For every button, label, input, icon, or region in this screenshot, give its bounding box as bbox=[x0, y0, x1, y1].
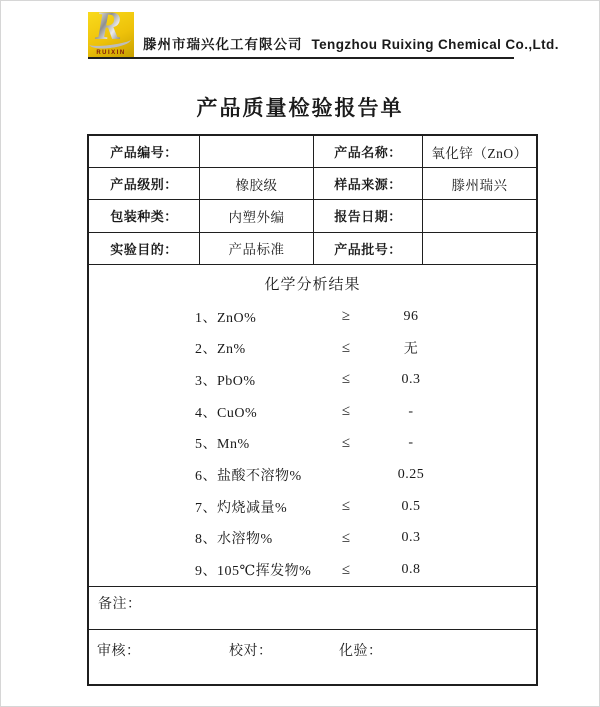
value-batch-number bbox=[423, 233, 536, 265]
remarks-label: 备注： bbox=[98, 596, 142, 612]
analysis-row bbox=[89, 396, 536, 428]
analysis-item-value: 0.25 bbox=[397, 467, 425, 483]
analysis-item-value: - bbox=[408, 403, 414, 419]
analysis-item-name: 9、105℃挥发物% bbox=[195, 564, 312, 580]
analysis-item-name: 6、盐酸不溶物% bbox=[195, 469, 302, 485]
label-product-name: 产品名称： bbox=[314, 136, 423, 168]
analysis-item-name: 8、水溶物% bbox=[195, 532, 273, 548]
analysis-item-value: 0.3 bbox=[401, 530, 421, 546]
analysis-item-name: 4、CuO% bbox=[195, 405, 258, 421]
value-product-code bbox=[200, 136, 314, 168]
analysis-item-symbol: ≤ bbox=[341, 434, 351, 451]
label-batch-number: 产品批号： bbox=[314, 233, 423, 265]
page-title: 产品质量检验报告单 bbox=[196, 97, 404, 120]
label-test-purpose: 实验目的： bbox=[89, 233, 200, 265]
analysis-item-value: 96 bbox=[403, 308, 419, 324]
analysis-row bbox=[89, 491, 536, 523]
value-package-type: 内塑外编 bbox=[200, 200, 314, 232]
value-product-name: 氧化锌（ZnO） bbox=[423, 136, 536, 168]
label-package-type: 包装种类： bbox=[89, 200, 200, 232]
analysis-row bbox=[89, 364, 536, 396]
analysis-item-symbol: ≥ bbox=[341, 308, 351, 325]
analysis-items bbox=[89, 301, 536, 586]
chemical-analysis-section bbox=[89, 265, 536, 587]
company-header bbox=[88, 12, 559, 59]
value-test-purpose: 产品标准 bbox=[200, 233, 314, 265]
logo-brand-text: RUIXIN bbox=[96, 50, 126, 56]
analysis-item-symbol: ≤ bbox=[341, 529, 351, 546]
analysis-item-name: 5、Mn% bbox=[195, 437, 250, 453]
analysis-item-symbol: ≤ bbox=[341, 339, 351, 356]
review-label: 审核： bbox=[97, 644, 141, 660]
label-sample-source: 样品来源： bbox=[314, 168, 423, 200]
analysis-row bbox=[89, 554, 536, 586]
analysis-item-symbol: ≤ bbox=[341, 403, 351, 420]
analysis-row bbox=[89, 428, 536, 460]
analysis-row bbox=[89, 523, 536, 555]
proofread-label: 校对： bbox=[229, 644, 273, 660]
analysis-item-symbol: ≤ bbox=[341, 561, 351, 578]
analysis-item-value: 0.3 bbox=[401, 371, 421, 387]
logo-r-letter: R bbox=[95, 12, 122, 46]
analysis-item-symbol: ≤ bbox=[341, 371, 351, 388]
analysis-item-symbol: ≤ bbox=[341, 498, 351, 515]
signoff-row bbox=[89, 630, 536, 684]
lab-test-label: 化验： bbox=[339, 644, 383, 660]
analysis-item-value: 无 bbox=[403, 342, 419, 358]
analysis-row bbox=[89, 301, 536, 333]
analysis-item-value: 0.5 bbox=[401, 498, 421, 514]
value-sample-source: 滕州瑞兴 bbox=[423, 168, 536, 200]
analysis-item-name: 7、灼烧减量% bbox=[195, 500, 288, 516]
value-report-date bbox=[423, 200, 536, 232]
value-product-grade: 橡胶级 bbox=[200, 168, 314, 200]
label-product-code: 产品编号： bbox=[89, 136, 200, 168]
label-product-grade: 产品级别： bbox=[89, 168, 200, 200]
company-name-chinese: 滕州市瑞兴化工有限公司 bbox=[143, 37, 303, 52]
report-table bbox=[87, 134, 538, 686]
analysis-item-value: - bbox=[408, 435, 414, 451]
analysis-item-name: 1、ZnO% bbox=[195, 310, 257, 326]
company-name bbox=[143, 33, 559, 53]
product-info-grid bbox=[89, 136, 536, 265]
analysis-row bbox=[89, 332, 536, 364]
analysis-item-name: 3、PbO% bbox=[195, 373, 256, 389]
company-logo bbox=[88, 12, 134, 57]
remarks-row bbox=[89, 587, 536, 630]
analysis-section-title: 化学分析结果 bbox=[264, 276, 361, 293]
analysis-row bbox=[89, 459, 536, 491]
analysis-item-name: 2、Zn% bbox=[195, 342, 246, 358]
label-report-date: 报告日期： bbox=[314, 200, 423, 232]
company-name-english: Tengzhou Ruixing Chemical Co.,Ltd. bbox=[311, 37, 559, 52]
analysis-item-value: 0.8 bbox=[401, 562, 421, 578]
